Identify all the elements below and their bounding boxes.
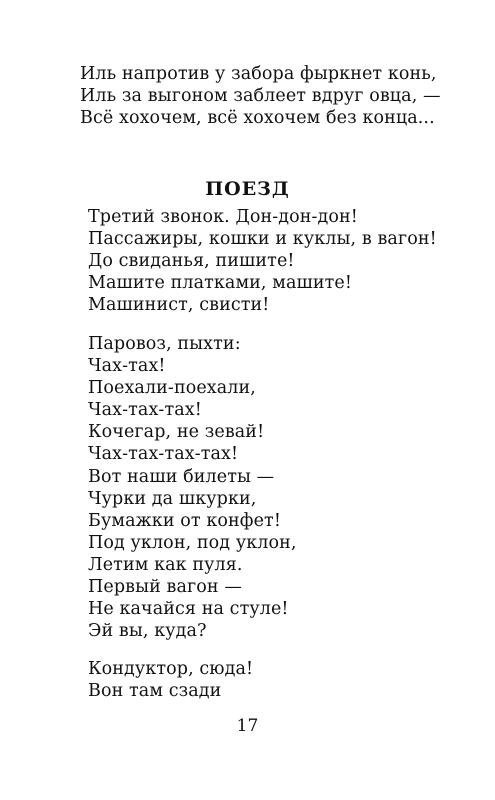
stanza-1 — [88, 206, 437, 316]
stanza-4 — [88, 658, 253, 702]
verse-line: Иль напротив у забора фыркнет конь, — [80, 64, 437, 84]
verse-line: Под уклон, под уклон, — [88, 533, 297, 553]
verse-line: Всё хохочем, всё хохочем без конца... — [80, 108, 435, 128]
verse-line: Летим как пуля. — [88, 555, 243, 575]
verse-line: Чурки да шкурки, — [88, 489, 257, 509]
verse-line: Вот наши билеты — — [88, 467, 275, 487]
page-number: 17 — [236, 716, 259, 736]
stanza-2 — [88, 333, 264, 465]
verse-line: Кондуктор, сюда! — [88, 659, 254, 679]
previous-poem-ending — [80, 63, 441, 129]
verse-line: Чах-тах-тах! — [88, 400, 202, 420]
verse-line: Вон там сзади — [88, 681, 222, 701]
verse-line: Кочегар, не зевай! — [88, 422, 265, 442]
verse-line: Чах-тах-тах-тах! — [88, 444, 239, 464]
verse-line: Третий звонок. Дон-дон-дон! — [88, 207, 358, 227]
verse-line: Поехали-поехали, — [88, 378, 256, 398]
stanza-3 — [88, 466, 297, 642]
verse-line: Иль за выгоном заблеет вдруг овца, — — [80, 86, 441, 106]
verse-line: Эй вы, куда? — [88, 621, 207, 641]
verse-line: До свиданья, пишите! — [88, 251, 295, 271]
verse-line: Паровоз, пыхти: — [88, 334, 241, 354]
verse-line: Не качайся на стуле! — [88, 599, 289, 619]
poem-title: ПОЕЗД — [205, 178, 290, 200]
verse-line: Бумажки от конфет! — [88, 511, 281, 531]
verse-line: Машинист, свисти! — [88, 295, 270, 315]
verse-line: Чах-тах! — [88, 356, 166, 376]
verse-line: Первый вагон — — [88, 577, 242, 597]
verse-line: Машите платками, машите! — [88, 273, 353, 293]
verse-line: Пассажиры, кошки и куклы, в вагон! — [88, 229, 437, 249]
